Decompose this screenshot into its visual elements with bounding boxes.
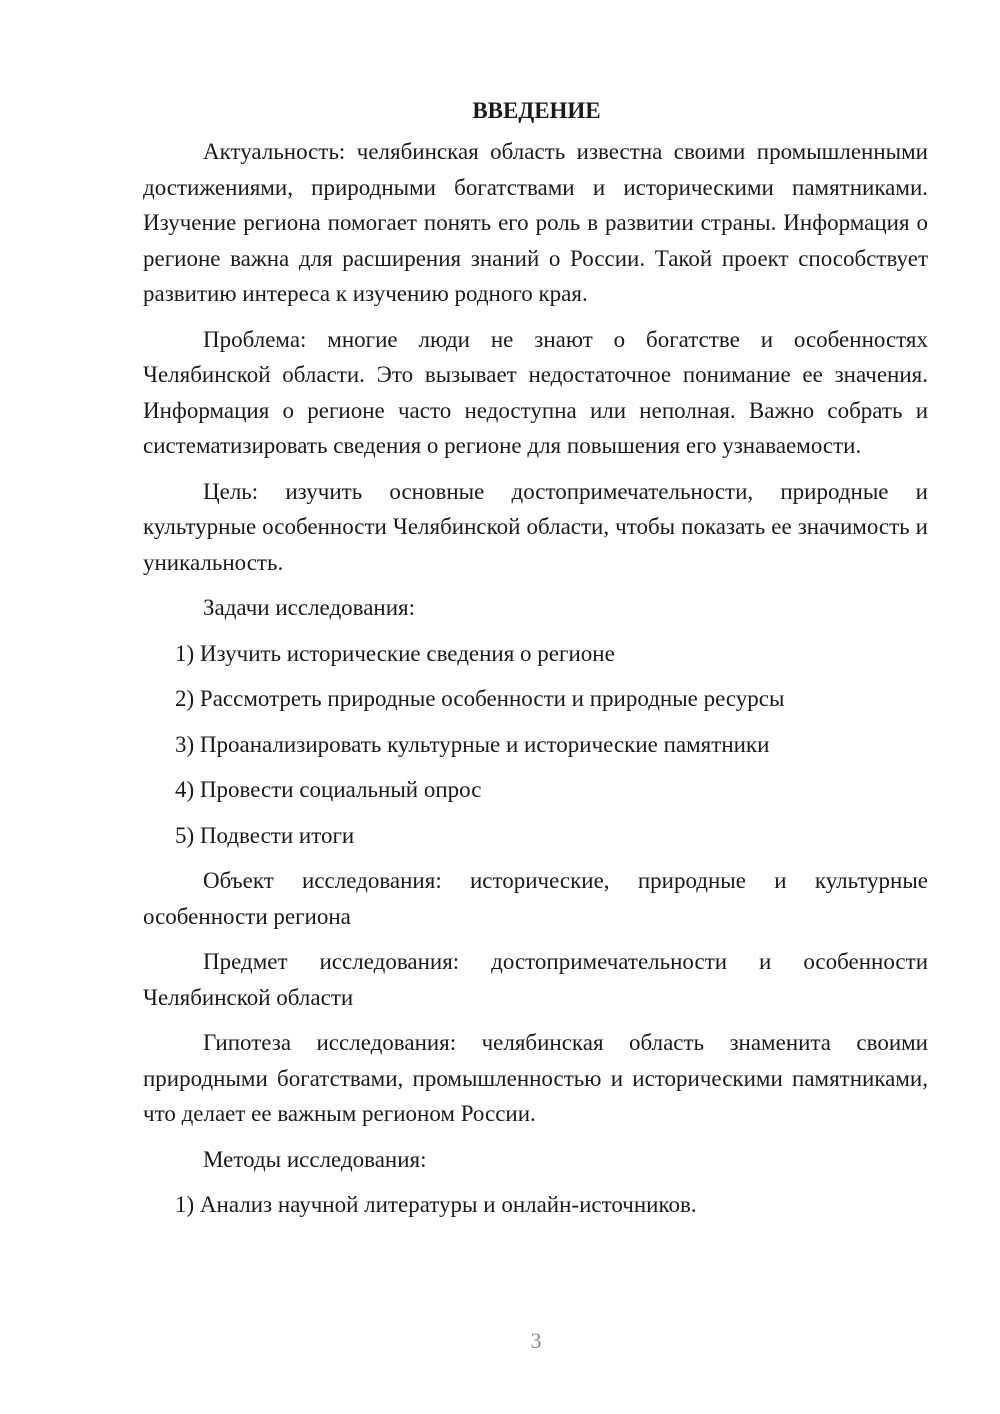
- tasks-list: [143, 636, 928, 854]
- method-item: 1) Анализ научной литературы и онлайн-источников.: [175, 1192, 697, 1217]
- relevance-paragraph: Актуальность: челябинская область известна своими промышленными достижениями, природными богатствами и историческими памятниками. Изучение региона помогает понять его роль в развитии страны. Информация о регионе важна для расширения знаний о России. Такой проект способствует развитию интереса к изучению родного края.: [143, 139, 928, 306]
- methods-heading: Методы исследования:: [203, 1146, 427, 1172]
- methods-list: [143, 1187, 928, 1223]
- task-item: 2) Рассмотреть природные особенности и природные ресурсы: [175, 686, 785, 711]
- subject-paragraph: Предмет исследования: достопримечательности и особенности Челябинской области: [143, 949, 928, 1010]
- hypothesis-paragraph: Гипотеза исследования: челябинская область знаменита своими природными богатствами, промышленностью и историческими памятниками, что делает ее важным регионом России.: [143, 1030, 928, 1126]
- page-content: [143, 93, 928, 1233]
- task-item: 3) Проанализировать культурные и исторические памятники: [175, 731, 770, 757]
- tasks-heading: Задачи исследования:: [203, 595, 416, 620]
- task-item: 4) Провести социальный опрос: [175, 777, 482, 802]
- problem-paragraph: Проблема: многие люди не знают о богатстве и особенностях Челябинской области. Это вызывает недостаточное понимание ее значения. Информация о регионе часто недоступна или неполная. Важно собрать и систематизировать сведения о регионе для повышения его узнаваемости.: [143, 326, 928, 458]
- section-title: ВВЕДЕНИЕ: [472, 98, 601, 123]
- page-number: 3: [530, 1328, 542, 1353]
- task-item: 1) Изучить исторические сведения о регионе: [175, 640, 615, 666]
- goal-paragraph: Цель: изучить основные достопримечательности, природные и культурные особенности Челябинской области, чтобы показать ее значимость и уникальность.: [143, 478, 928, 575]
- task-item: 5) Подвести итоги: [175, 822, 355, 848]
- object-paragraph: Объект исследования: исторические, природные и культурные особенности региона: [143, 868, 928, 929]
